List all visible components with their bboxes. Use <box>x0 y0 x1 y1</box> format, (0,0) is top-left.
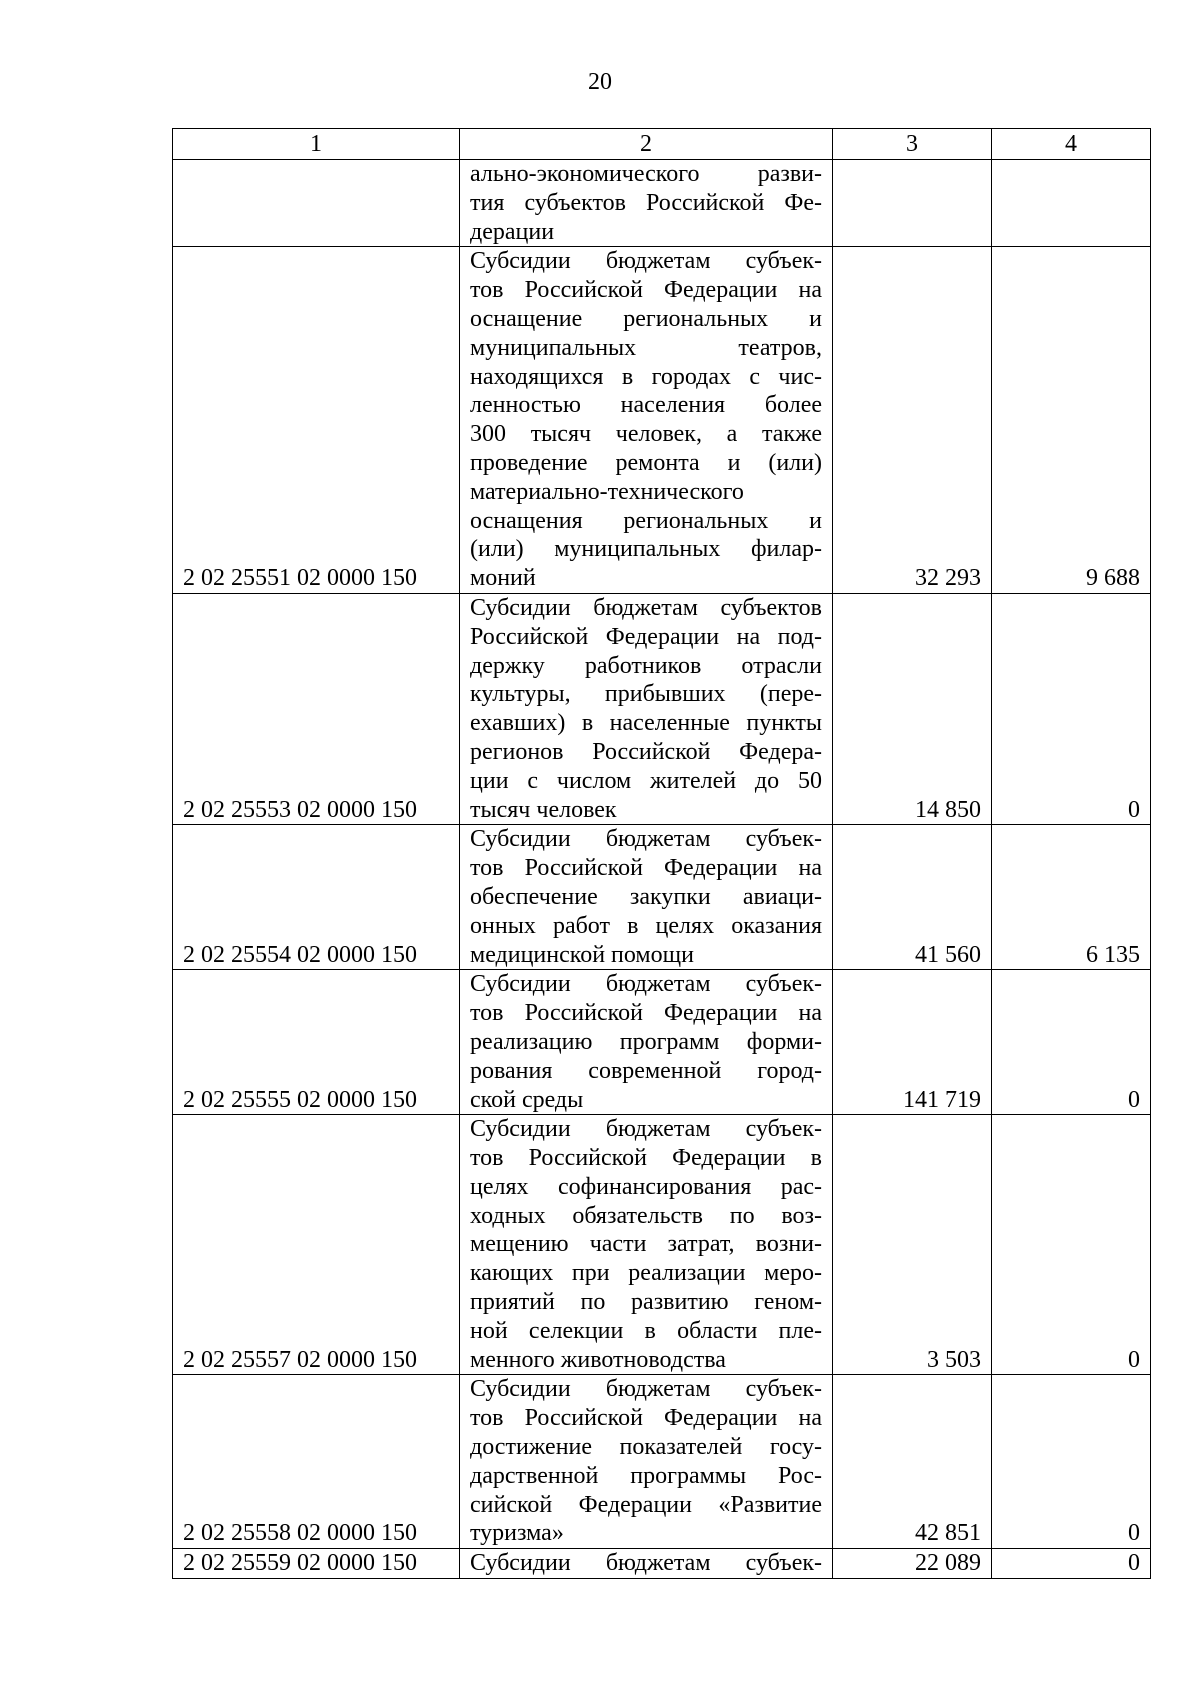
description-line: реализацию программ форми- <box>470 1028 822 1055</box>
amount-column-4: 0 <box>992 1375 1151 1549</box>
amount-column-3: 22 089 <box>833 1549 992 1579</box>
revenue-description <box>460 970 833 1115</box>
budget-table <box>172 128 1151 1579</box>
amount-column-4: 6 135 <box>992 825 1151 970</box>
budget-code: 2 02 25557 02 0000 150 <box>173 1115 460 1375</box>
description-line: Субсидии бюджетам субъектов <box>470 594 822 621</box>
amount-column-3: 41 560 <box>833 825 992 970</box>
description-line: материально-технического <box>470 478 744 505</box>
budget-code: 2 02 25559 02 0000 150 <box>173 1549 460 1579</box>
description-line: онных работ в целях оказания <box>470 912 822 939</box>
amount-column-4: 0 <box>992 1115 1151 1375</box>
column-header-4: 4 <box>992 129 1151 160</box>
amount-column-3: 42 851 <box>833 1375 992 1549</box>
table-row <box>173 160 1151 247</box>
amount-column-3: 141 719 <box>833 970 992 1115</box>
description-line: моний <box>470 565 536 592</box>
column-header-3: 3 <box>833 129 992 160</box>
description-line: оснащения региональных и <box>470 507 822 534</box>
description-line: тов Российской Федерации на <box>470 277 822 304</box>
description-line: приятий по развитию геном- <box>470 1289 822 1316</box>
description-line: культуры, прибывших (пере- <box>470 681 822 708</box>
table-row <box>173 247 1151 594</box>
description-line: тов Российской Федерации на <box>470 1000 822 1027</box>
revenue-description <box>460 1115 833 1375</box>
description-line: Российской Федерации на под- <box>470 623 822 650</box>
description-line: Субсидии бюджетам субъек- <box>470 248 822 275</box>
table-body <box>173 160 1151 1579</box>
description-line: Субсидии бюджетам субъек- <box>470 1550 822 1577</box>
description-line: ной селекции в области пле- <box>470 1317 822 1344</box>
table-header <box>173 129 1151 160</box>
revenue-description <box>460 160 833 247</box>
budget-code: 2 02 25555 02 0000 150 <box>173 970 460 1115</box>
description-line: Субсидии бюджетам субъек- <box>470 1116 822 1143</box>
header-row <box>173 129 1151 160</box>
table-row <box>173 1375 1151 1549</box>
description-line: проведение ремонта и (или) <box>470 449 822 476</box>
amount-column-4: 9 688 <box>992 247 1151 594</box>
revenue-description <box>460 247 833 594</box>
description-line: (или) муниципальных филар- <box>470 536 822 563</box>
table-row <box>173 825 1151 970</box>
description-line: регионов Российской Федера- <box>470 738 822 765</box>
table-row <box>173 593 1151 824</box>
description-line: дерации <box>470 218 555 245</box>
description-line: медицинской помощи <box>470 941 694 968</box>
amount-column-3: 32 293 <box>833 247 992 594</box>
amount-column-4: 0 <box>992 1549 1151 1579</box>
revenue-description <box>460 1375 833 1549</box>
description-line: находящихся в городах с чис- <box>470 363 822 390</box>
description-line: дарственной программы Рос- <box>470 1462 822 1489</box>
description-line: Субсидии бюджетам субъек- <box>470 971 822 998</box>
description-line: ально-экономического разви- <box>470 161 822 187</box>
description-line: ской среды <box>470 1086 584 1113</box>
description-line: Субсидии бюджетам субъек- <box>470 1376 822 1403</box>
description-line: ехавших) в населенные пункты <box>470 710 822 737</box>
description-line: тов Российской Федерации на <box>470 1405 822 1432</box>
table-row <box>173 1549 1151 1579</box>
description-line: тов Российской Федерации в <box>470 1145 822 1172</box>
description-line: тысяч человек <box>470 796 617 823</box>
revenue-description <box>460 593 833 824</box>
budget-code: 2 02 25558 02 0000 150 <box>173 1375 460 1549</box>
description-line: достижение показателей госу- <box>470 1434 822 1461</box>
column-header-1: 1 <box>173 129 460 160</box>
description-line: туризма» <box>470 1520 564 1547</box>
page-number: 20 <box>588 69 612 95</box>
description-line: ленностью населения более <box>470 392 822 419</box>
revenue-description <box>460 825 833 970</box>
amount-column-3 <box>833 160 992 247</box>
description-line: ходных обязательств по воз- <box>470 1202 822 1229</box>
description-line: держку работников отрасли <box>470 652 822 679</box>
description-line: тов Российской Федерации на <box>470 855 822 882</box>
column-header-2: 2 <box>460 129 833 160</box>
budget-code: 2 02 25554 02 0000 150 <box>173 825 460 970</box>
description-line: ции с числом жителей до 50 <box>470 767 822 794</box>
table-row <box>173 1115 1151 1375</box>
amount-column-4: 0 <box>992 593 1151 824</box>
amount-column-4 <box>992 160 1151 247</box>
description-line: оснащение региональных и <box>470 305 822 332</box>
table-row <box>173 970 1151 1115</box>
description-line: Субсидии бюджетам субъек- <box>470 826 822 853</box>
description-line: муниципальных театров, <box>470 334 822 361</box>
description-line: 300 тысяч человек, а также <box>470 421 822 448</box>
description-line: рования современной город- <box>470 1057 822 1084</box>
description-line: мещению части затрат, возни- <box>470 1231 822 1258</box>
budget-code: 2 02 25553 02 0000 150 <box>173 593 460 824</box>
budget-code: 2 02 25551 02 0000 150 <box>173 247 460 594</box>
amount-column-4: 0 <box>992 970 1151 1115</box>
description-line: целях софинансирования рас- <box>470 1173 822 1200</box>
description-line: сийской Федерации «Развитие <box>470 1491 822 1518</box>
amount-column-3: 3 503 <box>833 1115 992 1375</box>
description-line: тия субъектов Российской Фе- <box>470 189 822 216</box>
amount-column-3: 14 850 <box>833 593 992 824</box>
description-line: кающих при реализации меро- <box>470 1260 822 1287</box>
description-line: обеспечение закупки авиаци- <box>470 883 822 910</box>
budget-code <box>173 160 460 247</box>
description-line: менного животноводства <box>470 1346 726 1373</box>
revenue-description <box>460 1549 833 1579</box>
